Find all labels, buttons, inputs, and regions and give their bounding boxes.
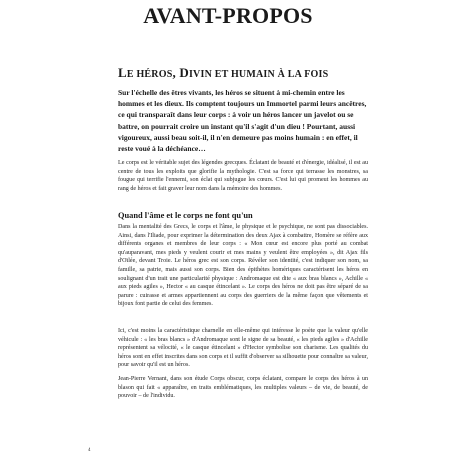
section-heading-part-1: E HÉROS	[126, 69, 173, 80]
lead-paragraph: Sur l'échelle des êtres vivants, les héros se situent à mi-chemin entre les hommes et les dieux. Ils comptent toujours un Immortel parmi leurs ancêtres, ce qui transparaît dans leur corps : à voir un héros lancer un javelot ou se battre, on pourrait croire un instant qu'il s'agit d'un dieu ! Pourtant, aussi vigoureux, aussi beau soit-il, il n'en demeure pas moins humain : en effet, il reste voué à la déchéance…	[118, 88, 367, 154]
page-number: 4	[88, 448, 91, 453]
sub-heading: Quand l'âme et le corps ne font qu'un	[118, 211, 253, 220]
section-heading-comma: ,	[172, 65, 180, 80]
body-paragraph-4: Jean-Pierre Vernant, dans son étude Corps obscur, corps éclatant, compare le corps des héros à un blason qui fait « apparaître, en traits emblématiques, les multiples valeurs – de vie, de beauté, de pouvoir – de l'individu.	[118, 376, 368, 400]
section-heading-initial-d: D	[179, 65, 189, 80]
body-paragraph-3: Ici, c'est moins la caractéristique charnelle en elle-même qui intéresse le poète que la valeur qu'elle véhicule : « les bras blancs » d'Andromaque sont le signe de sa beauté, « les pieds agiles » d'Achille représentent sa vélocité, « le casque étincelant » d'Hector symbolise son charisme. Les qualités du héros sont en effet inscrites dans son corps et il suffit d'observer sa silhouette pour connaître sa valeur, pour savoir qu'il est un héros.	[118, 328, 368, 369]
section-heading	[118, 65, 418, 83]
body-paragraph-1: Le corps est le véritable sujet des légendes grecques. Éclatant de beauté et d'énergie, idéalisé, il est au centre de tous les exploits que glorifie la mythologie. C'est sa force qui terrasse les monstres, sa fougue qui terrifie l'ennemi, son éclat qui subjugue les cœurs. C'est lui qui promeut les hommes au rang de héros et fait graver leur nom dans la mémoire des hommes.	[118, 160, 368, 192]
chapter-title: AVANT-PROPOS	[143, 3, 313, 28]
body-paragraph-2: Dans la mentalité des Grecs, le corps et l'âme, le physique et le psychique, ne sont pas dissociables. Ainsi, dans l'Iliade, pour exprimer la détermination des deux Ajax à combattre, Homère se réfère aux différents organes et membres de leur corps : « Mon cœur est encore plus porté au combat qu'auparavant, mes pieds y veulent courir et mes mains y veulent être employées », dit Ajax fils d'Oïlée, devant Troie. Le héros grec est son corps. Révéler son identité, c'est indiquer son nom, sa famille, sa patrie, mais aussi son corps. Bien des épithètes homériques caractérisent les héros en soulignant d'un trait une particularité physique : Andromaque est dite « aux bras blancs », Achille « aux pieds agiles », Hector « au casque étincelant ». Le corps des héros ne doit pas être séparé de sa parure : cuirasse et armes appartiennent au corps des guerriers de la même façon que vêtements et bijoux font partie de celui des femmes.	[118, 224, 368, 308]
section-heading-part-2: IVIN ET HUMAIN À LA FOIS	[188, 69, 329, 80]
section-heading-initial-l: L	[118, 65, 127, 80]
